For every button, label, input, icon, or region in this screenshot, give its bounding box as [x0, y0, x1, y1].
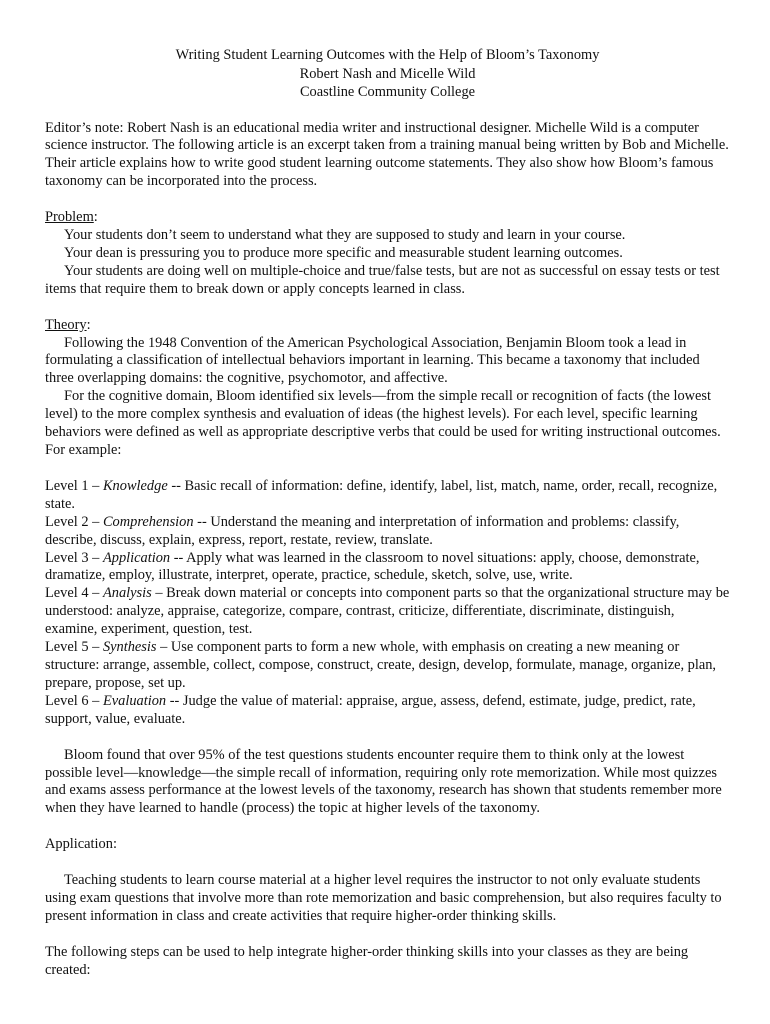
- level-name: Knowledge: [102, 477, 168, 494]
- theory-paragraph: Following the 1948 Convention of the American Psychological Association, Benjamin Bloom took a lead in formulating a classification of intellectual behaviors important in learning. This became a taxonomy that included three overlapping domains: the cognitive, psychomotor, and affective.: [45, 334, 700, 387]
- problem-item: Your dean is pressuring you to produce more specific and measurable student learning outcomes.: [64, 244, 623, 261]
- level-item: Level 1 – Knowledge -- Basic recall of information: define, identify, label, list, match, name, order, recall, recognize, state.: [45, 477, 718, 512]
- application-paragraph: Teaching students to learn course material at a higher level requires the instructor to not only evaluate students using exam questions that involve more than rote memorization and basic comprehension, but also requires faculty to present information in class and create activities that require higher-order thinking skills.: [45, 872, 722, 924]
- problem-item: Your students are doing well on multiple-choice and true/false tests, but are not as successful on essay tests or test items that require them to break down or apply concepts learned in class.: [45, 262, 720, 297]
- theory-heading: Theory: [45, 316, 87, 333]
- problem-heading-line: Problem:: [45, 209, 98, 226]
- document-header: [45, 46, 730, 102]
- document-authors: Robert Nash and Micelle Wild: [299, 65, 476, 82]
- theory-paragraph: For the cognitive domain, Bloom identified six levels—from the simple recall or recognition of facts (the lowest level) to the more complex synthesis and evaluation of ideas (the highest levels). For each level, specific learning behaviors were defined as well as appropriate descriptive verbs that could be used for writing instructional outcomes. For example:: [45, 388, 721, 458]
- problem-item: Your students don’t seem to understand what they are supposed to study and learn in your course.: [64, 227, 626, 244]
- bloom-finding-paragraph: Bloom found that over 95% of the test questions students encounter require them to think only at the lowest possible level—knowledge—the simple recall of information, requiring only rote memorization. While most quizzes and exams assess performance at the lowest levels of the taxonomy, research has shown that students remember more when they have learned to handle (process) the topic at higher levels of the taxonomy.: [45, 746, 722, 817]
- level-name: Evaluation: [102, 692, 167, 709]
- level-name: Comprehension: [102, 513, 194, 530]
- level-name: Application: [102, 549, 171, 566]
- level-item: Level 2 – Comprehension -- Understand the meaning and interpretation of information and problems: classify, describe, discuss, explain, express, report, restate, review, translate.: [45, 513, 680, 548]
- level-item: Level 5 – Synthesis – Use component parts to form a new whole, with emphasis on creating a new meaning or structure: arrange, assemble, collect, compose, construct, create, design, develop, formulate, manage, organize, plan, prepare, propose, set up.: [45, 639, 717, 691]
- theory-heading-line: Theory:: [45, 316, 91, 333]
- document-institution: Coastline Community College: [299, 84, 476, 100]
- level-name: Analysis: [102, 585, 152, 602]
- level-item: Level 3 – Application -- Apply what was learned in the classroom to novel situations: apply, choose, demonstrate, dramatize, employ, illustrate, interpret, operate, practice, schedule, sketch, solve, use, write.: [45, 549, 700, 584]
- level-item: Level 6 – Evaluation -- Judge the value of material: appraise, argue, assess, defend, estimate, judge, predict, rate, support, value, evaluate.: [45, 692, 696, 727]
- application-heading: Application:: [45, 836, 117, 853]
- levels-list: [45, 478, 730, 729]
- level-name: Synthesis: [102, 639, 157, 656]
- document-page: [45, 46, 730, 980]
- document-title: Writing Student Learning Outcomes with the Help of Bloom’s Taxonomy: [175, 47, 600, 63]
- level-item: Level 4 – Analysis – Break down material or concepts into component parts so that the organizational structure may be understood: analyze, appraise, categorize, compare, contrast, criticize, differentiate, discriminate, distinguish, examine, experiment, question, test.: [45, 585, 730, 638]
- problem-heading: Problem: [45, 209, 94, 226]
- steps-intro: The following steps can be used to help integrate higher-order thinking skills into your classes as they are being created:: [45, 943, 689, 978]
- editors-note: Editor’s note: Robert Nash is an educational media writer and instructional designer. Michelle Wild is a computer science instructor. The following article is an excerpt taken from a training manual being written by Bob and Michelle. Their article explains how to write good student learning outcome statements. They also show how Bloom’s famous taxonomy can be incorporated into the process.: [45, 119, 729, 190]
